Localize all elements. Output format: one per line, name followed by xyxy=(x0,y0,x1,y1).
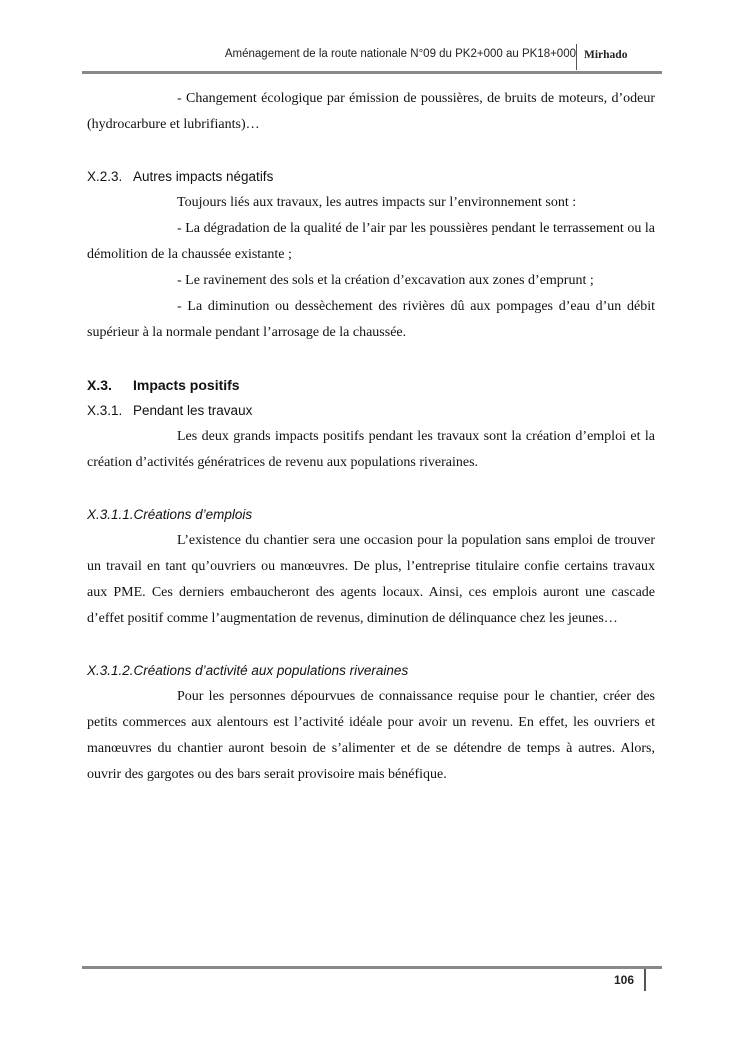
paragraph-intro: Toujours liés aux travaux, les autres impacts sur l’environnement sont : xyxy=(177,195,577,210)
list-item: - La diminution ou dessèchement des rivières dû aux pompages d’eau d’un débit supérieur à la normale pendant l’arrosage de la chaussée. xyxy=(87,299,655,340)
section-number: X.3.1.2. xyxy=(87,663,134,678)
header-author: Mirhado xyxy=(584,49,628,61)
section-number: X.3. xyxy=(87,377,112,393)
paragraph-ecological-change: - Changement écologique par émission de poussières, de bruits de moteurs, d’odeur (hydrocarbure et lubrifiants)… xyxy=(87,91,655,132)
section-heading-activity-creation xyxy=(87,658,655,684)
section-heading-job-creation xyxy=(87,502,655,528)
document-body xyxy=(87,86,655,788)
section-number: X.3.1.1. xyxy=(87,507,134,522)
section-heading-positive-impacts xyxy=(87,372,655,398)
section-title: Créations d’activité aux populations riveraines xyxy=(133,663,409,678)
header-title: Aménagement de la route nationale N°09 du PK2+000 au PK18+000 xyxy=(224,48,576,60)
page-number: 106 xyxy=(614,973,635,987)
footer-rule xyxy=(82,966,662,969)
section-title: Autres impacts négatifs xyxy=(133,169,274,184)
section-heading-during-works xyxy=(87,398,655,424)
section-number: X.3.1. xyxy=(87,403,123,418)
page-header xyxy=(82,44,662,74)
footer-separator xyxy=(644,969,646,991)
header-rule xyxy=(82,71,662,74)
section-number: X.2.3. xyxy=(87,169,123,184)
section-title: Impacts positifs xyxy=(133,377,240,393)
list-item: - Le ravinement des sols et la création d’excavation aux zones d’emprunt ; xyxy=(177,273,594,288)
header-separator xyxy=(576,44,577,70)
section-title: Pendant les travaux xyxy=(133,403,253,418)
paragraph-activity-creation: Pour les personnes dépourvues de connaissance requise pour le chantier, créer des petits commerces aux alentours est l’activité idéale pour avoir un revenu. En effet, les ouvriers et manœuvres du chantier auront besoin de s’alimenter et de se détendre de temps à autres. Alors, ouvrir des gargotes ou des bars serait provisoire mais bénéfique. xyxy=(87,689,655,782)
section-heading-other-impacts xyxy=(87,164,655,190)
list-item: - La dégradation de la qualité de l’air par les poussières pendant le terrassement ou la démolition de la chaussée existante ; xyxy=(87,221,655,262)
paragraph-job-creation: L’existence du chantier sera une occasion pour la population sans emploi de trouver un travail en tant qu’ouvriers ou manœuvres. De plus, l’entreprise titulaire confie certains travaux aux PME. Ces derniers embaucheront des agents locaux. Ainsi, ces emplois auront une cascade d’effet positif comme l’augmentation de revenus, diminution de délinquance chez les jeunes… xyxy=(87,533,655,626)
section-title: Créations d’emplois xyxy=(133,507,253,522)
paragraph-positive-impacts: Les deux grands impacts positifs pendant les travaux sont la création d’emploi et la création d’activités génératrices de revenu aux populations riveraines. xyxy=(87,429,655,470)
